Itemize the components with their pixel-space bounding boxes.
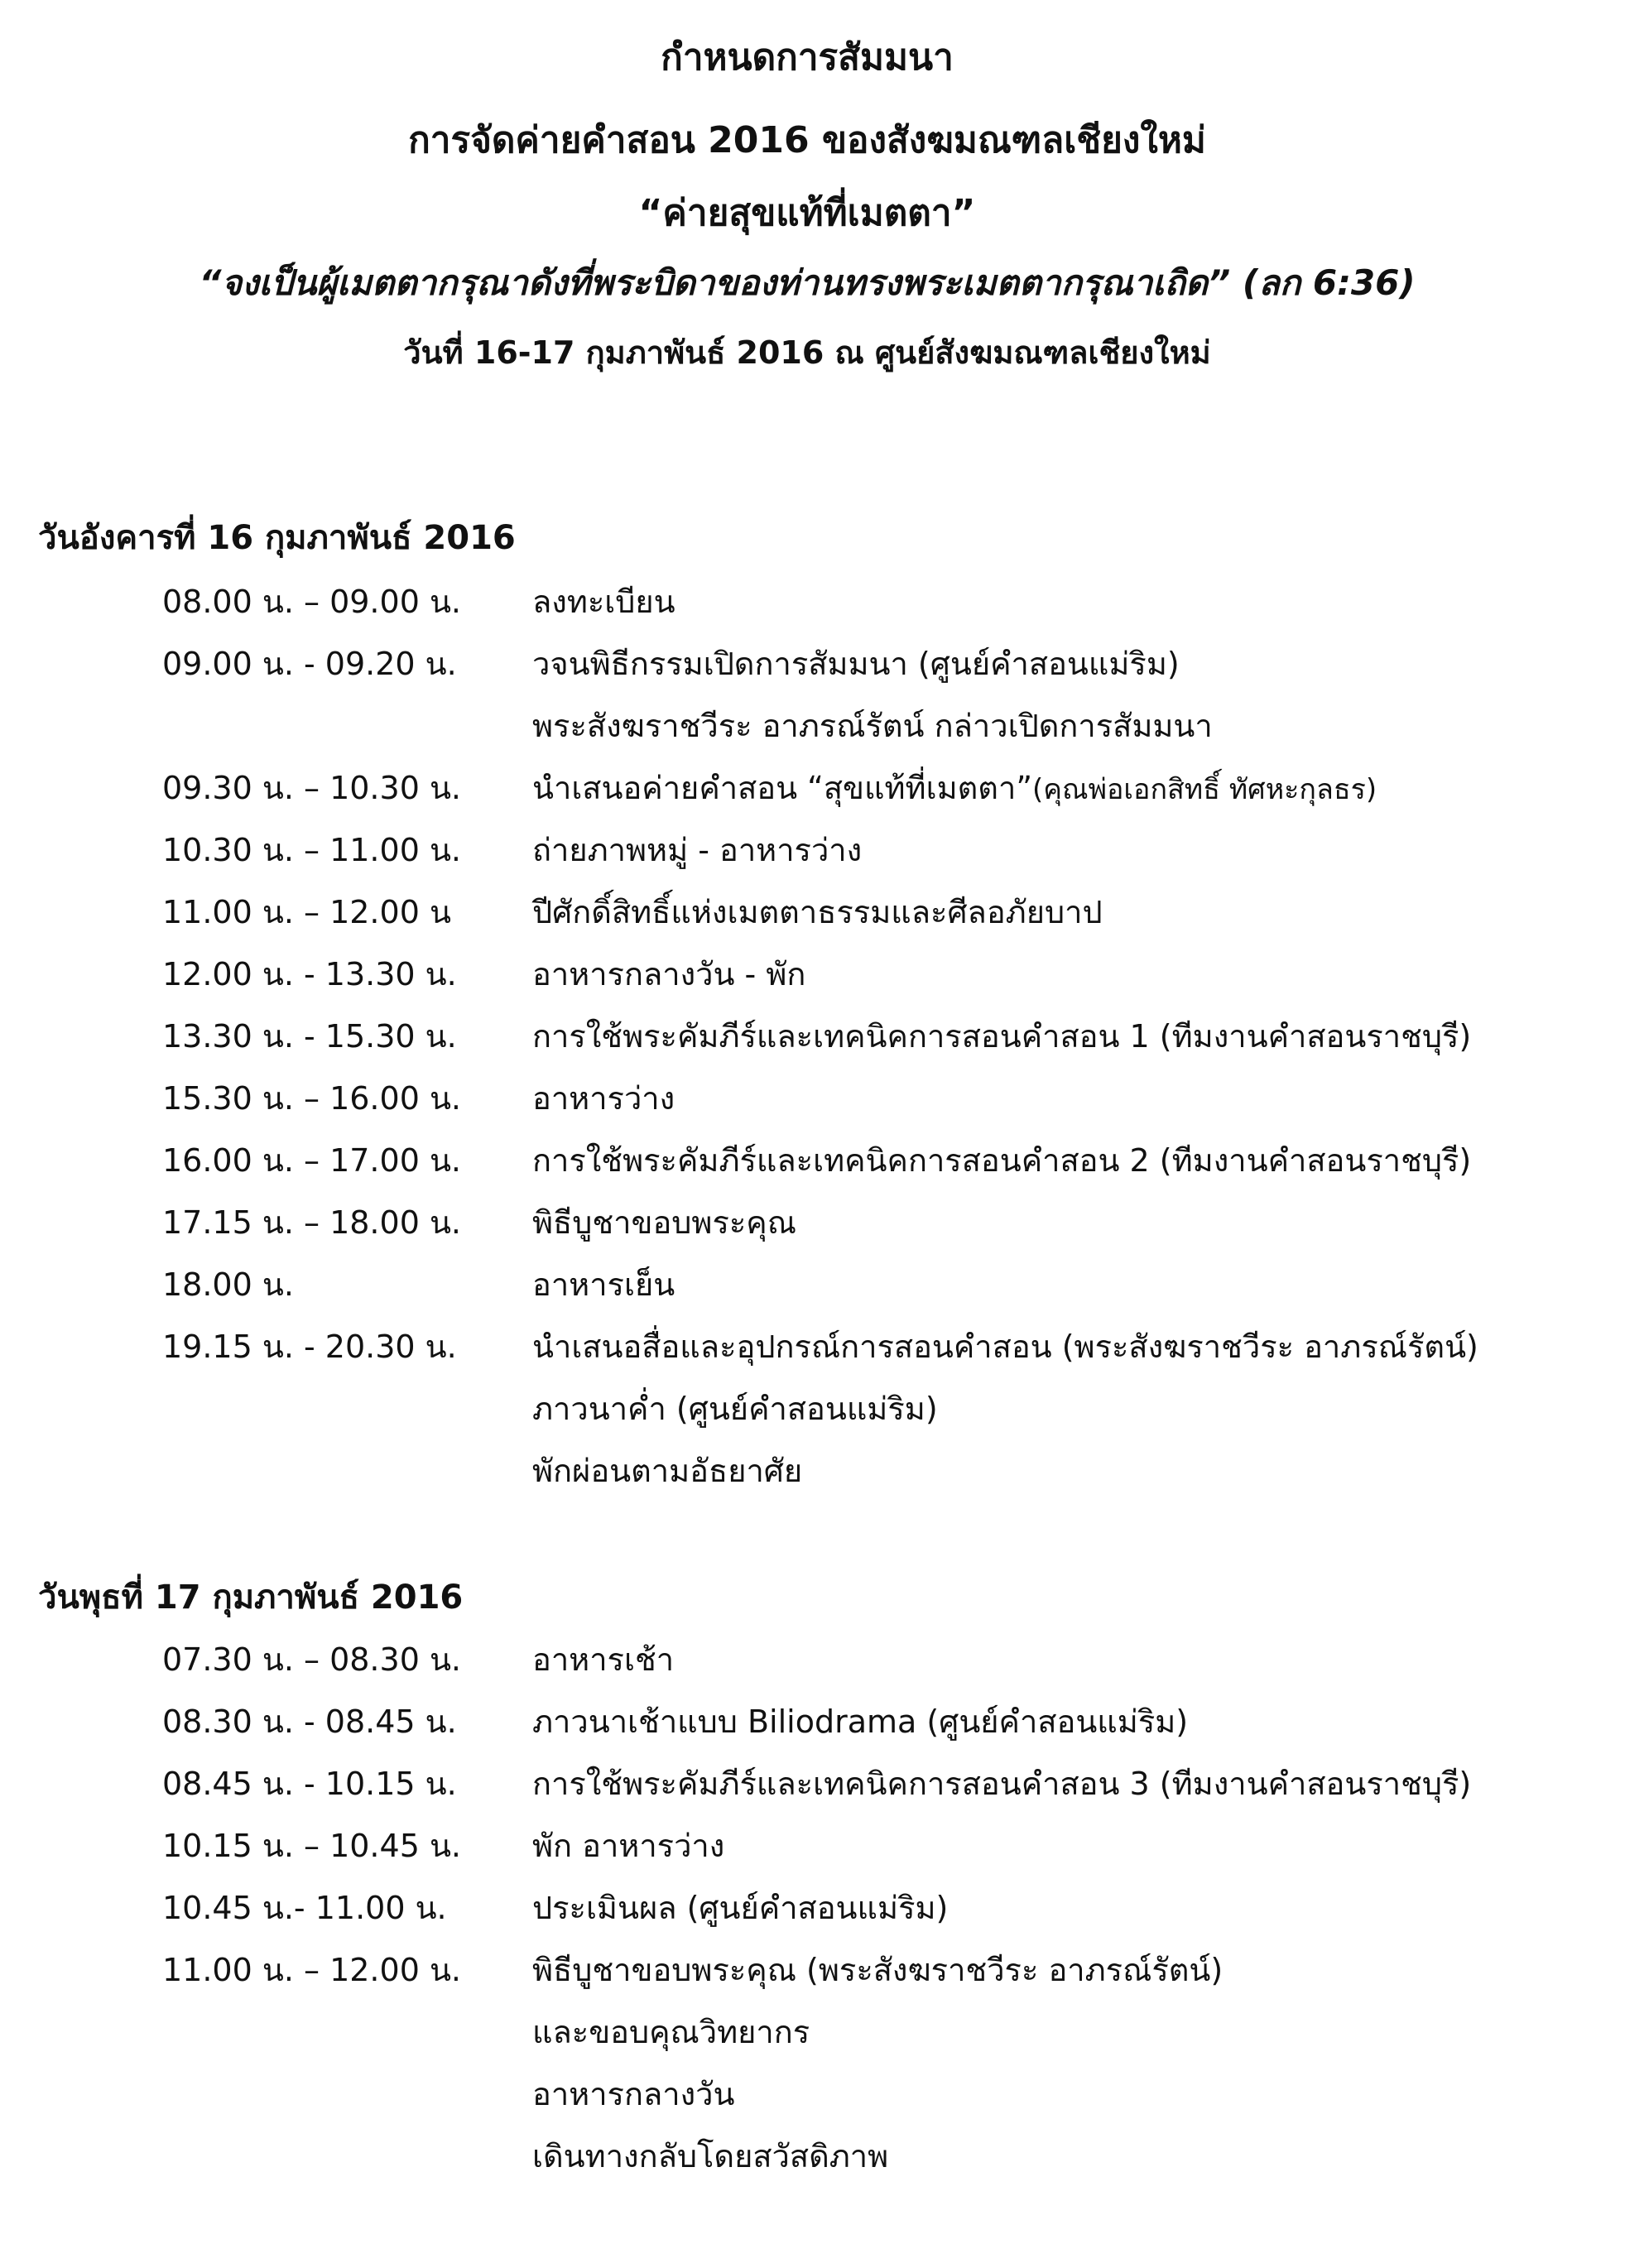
activity-text: ภาวนาเช้าแบบ Biliodrama (ศูนย์คำสอนแม่ริม) bbox=[532, 1703, 1189, 1740]
schedule-row bbox=[0, 1877, 1649, 1939]
schedule-row bbox=[0, 1192, 1649, 1254]
schedule-row bbox=[0, 1691, 1649, 1753]
schedule-row bbox=[0, 2064, 1649, 2126]
schedule-time: 19.15 น. - 20.30 น. bbox=[162, 1329, 457, 1365]
schedule-activity bbox=[532, 2126, 1625, 2188]
schedule-activity bbox=[532, 1629, 1625, 1691]
schedule-row bbox=[0, 819, 1649, 882]
schedule-activity bbox=[532, 571, 1625, 633]
activity-text: อาหารเช้า bbox=[532, 1641, 675, 1678]
schedule-time: 12.00 น. - 13.30 น. bbox=[162, 956, 457, 992]
schedule-activity bbox=[532, 1006, 1625, 1068]
camp-name: “ค่ายสุขแท้ที่เมตตา” bbox=[638, 192, 976, 234]
schedule-day-1 bbox=[0, 571, 1649, 1502]
schedule-time: 08.00 น. – 09.00 น. bbox=[162, 584, 461, 620]
activity-text: อาหารกลางวัน - พัก bbox=[532, 956, 806, 992]
schedule-activity bbox=[532, 1068, 1625, 1130]
schedule-activity bbox=[532, 1378, 1625, 1440]
schedule-time: 16.00 น. – 17.00 น. bbox=[162, 1142, 461, 1179]
schedule-time: 09.30 น. – 10.30 น. bbox=[162, 770, 461, 806]
schedule-activity bbox=[532, 757, 1625, 821]
schedule-activity bbox=[532, 2064, 1625, 2126]
schedule-row bbox=[0, 1629, 1649, 1691]
schedule-time: 18.00 น. bbox=[162, 1266, 294, 1303]
schedule-row bbox=[0, 1130, 1649, 1192]
schedule-time: 11.00 น. – 12.00 น. bbox=[162, 1952, 461, 1988]
activity-text: ประเมินผล (ศูนย์คำสอนแม่ริม) bbox=[532, 1890, 949, 1926]
date-and-place: วันที่ 16-17 กุมภาพันธ์ 2016 ณ ศูนย์สังฆมณฑลเชียงใหม่ bbox=[403, 334, 1211, 371]
activity-text: พิธีบูชาขอบพระคุณ (พระสังฆราชวีระ อาภรณ์รัตน์) bbox=[532, 1952, 1224, 1988]
schedule-time: 07.30 น. – 08.30 น. bbox=[162, 1641, 461, 1678]
schedule-row bbox=[0, 1316, 1649, 1378]
schedule-activity bbox=[532, 1939, 1625, 2001]
schedule-activity bbox=[532, 633, 1625, 695]
activity-text: การใช้พระคัมภีร์และเทคนิคการสอนคำสอน 1 (ทีมงานคำสอนราชบุรี) bbox=[532, 1018, 1472, 1055]
schedule-time: 08.45 น. - 10.15 น. bbox=[162, 1766, 457, 1802]
activity-text: วจนพิธีกรรมเปิดการสัมมนา (ศูนย์คำสอนแม่ริม) bbox=[532, 646, 1180, 682]
activity-text: การใช้พระคัมภีร์และเทคนิคการสอนคำสอน 2 (ทีมงานคำสอนราชบุรี) bbox=[532, 1142, 1472, 1179]
schedule-activity bbox=[532, 1316, 1625, 1378]
schedule-day-2 bbox=[0, 1629, 1649, 2188]
activity-text: อาหารว่าง bbox=[532, 1080, 675, 1117]
schedule-activity bbox=[532, 1815, 1625, 1877]
schedule-time: 10.30 น. – 11.00 น. bbox=[162, 832, 461, 868]
activity-text: และขอบคุณวิทยากร bbox=[532, 2014, 810, 2050]
schedule-activity bbox=[532, 1254, 1625, 1316]
schedule-activity bbox=[532, 1440, 1625, 1502]
schedule-activity bbox=[532, 882, 1625, 944]
schedule-row bbox=[0, 1440, 1649, 1502]
schedule-row bbox=[0, 571, 1649, 633]
schedule-row bbox=[0, 695, 1649, 757]
schedule-row bbox=[0, 1753, 1649, 1815]
activity-text: พิธีบูชาขอบพระคุณ bbox=[532, 1204, 796, 1241]
activity-text: เดินทางกลับโดยสวัสดิภาพ bbox=[532, 2138, 889, 2174]
day-heading: วันอังคารที่ 16 กุมภาพันธ์ 2016 bbox=[38, 519, 516, 557]
document-title: กำหนดการสัมมนา bbox=[661, 36, 954, 79]
activity-text: ปีศักดิ์สิทธิ์แห่งเมตตาธรรมและศีลอภัยบาป bbox=[532, 894, 1103, 930]
schedule-activity bbox=[532, 1877, 1625, 1939]
schedule-time: 15.30 น. – 16.00 น. bbox=[162, 1080, 461, 1117]
activity-text: นำเสนอค่ายคำสอน “สุขแท้ที่เมตตา” bbox=[532, 770, 1033, 806]
day-heading: วันพุธที่ 17 กุมภาพันธ์ 2016 bbox=[38, 1578, 464, 1617]
schedule-row bbox=[0, 1939, 1649, 2001]
schedule-time: 09.00 น. - 09.20 น. bbox=[162, 646, 457, 682]
schedule-time: 10.15 น. – 10.45 น. bbox=[162, 1828, 461, 1864]
schedule-time: 10.45 น.- 11.00 น. bbox=[162, 1890, 447, 1926]
schedule-activity bbox=[532, 2001, 1625, 2064]
activity-text: การใช้พระคัมภีร์และเทคนิคการสอนคำสอน 3 (ทีมงานคำสอนราชบุรี) bbox=[532, 1766, 1472, 1802]
schedule-row bbox=[0, 1378, 1649, 1440]
activity-note: (คุณพ่อเอกสิทธิ์ ทัศหะกุลธร) bbox=[1032, 773, 1377, 806]
schedule-row bbox=[0, 757, 1649, 819]
schedule-row bbox=[0, 633, 1649, 695]
schedule-row bbox=[0, 882, 1649, 944]
activity-text: ภาวนาค่ำ (ศูนย์คำสอนแม่ริม) bbox=[532, 1391, 938, 1427]
schedule-activity bbox=[532, 1130, 1625, 1192]
schedule-time: 17.15 น. – 18.00 น. bbox=[162, 1204, 461, 1241]
activity-text: พัก อาหารว่าง bbox=[532, 1828, 725, 1864]
schedule-row bbox=[0, 2001, 1649, 2064]
activity-text: พักผ่อนตามอัธยาศัย bbox=[532, 1453, 803, 1489]
schedule-activity bbox=[532, 819, 1625, 882]
schedule-row bbox=[0, 1815, 1649, 1877]
schedule-time: 08.30 น. - 08.45 น. bbox=[162, 1703, 457, 1740]
schedule-activity bbox=[532, 1753, 1625, 1815]
activity-text: อาหารเย็น bbox=[532, 1266, 675, 1303]
schedule-row bbox=[0, 2126, 1649, 2188]
schedule-row bbox=[0, 1006, 1649, 1068]
activity-text: นำเสนอสื่อและอุปกรณ์การสอนคำสอน (พระสังฆราชวีระ อาภรณ์รัตน์) bbox=[532, 1329, 1478, 1365]
schedule-row bbox=[0, 944, 1649, 1006]
schedule-activity bbox=[532, 1192, 1625, 1254]
activity-text: อาหารกลางวัน bbox=[532, 2076, 735, 2112]
schedule-time: 11.00 น. – 12.00 น bbox=[162, 894, 451, 930]
schedule-row bbox=[0, 1254, 1649, 1316]
schedule-activity bbox=[532, 944, 1625, 1006]
motto-quote: “จงเป็นผู้เมตตากรุณาดังที่พระบิดาของท่านทรงพระเมตตากรุณาเถิด” (ลก 6:36) bbox=[199, 262, 1416, 303]
schedule-activity bbox=[532, 1691, 1625, 1753]
schedule-row bbox=[0, 1068, 1649, 1130]
schedule-activity bbox=[532, 695, 1625, 757]
activity-text: ถ่ายภาพหมู่ - อาหารว่าง bbox=[532, 832, 863, 868]
document-subtitle: การจัดค่ายคำสอน 2016 ของสังฆมณฑลเชียงใหม่ bbox=[408, 119, 1206, 161]
activity-text: พระสังฆราชวีระ อาภรณ์รัตน์ กล่าวเปิดการสัมมนา bbox=[532, 708, 1213, 744]
schedule-time: 13.30 น. - 15.30 น. bbox=[162, 1018, 457, 1055]
activity-text: ลงทะเบียน bbox=[532, 584, 675, 620]
